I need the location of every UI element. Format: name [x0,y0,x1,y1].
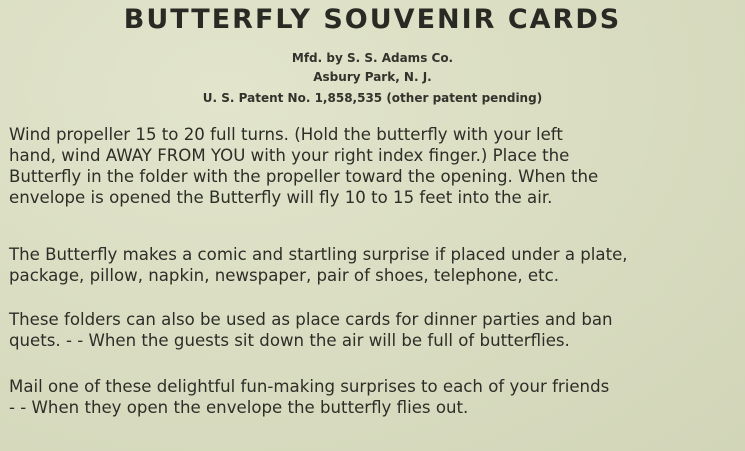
paragraph-surprise [9,244,741,286]
text-line: The Butterfly makes a comic and startling surprise if placed under a plate, [9,245,628,264]
manufacturer-line: Mfd. by S. S. Adams Co. [291,51,454,65]
text-line: - - When they open the envelope the butterfly flies out. [9,398,469,417]
paragraph-instructions [9,124,741,208]
manufacturer-location: Asbury Park, N. J. [313,70,432,84]
card-title: BUTTERFLY SOUVENIR CARDS [123,4,622,35]
text-line: envelope is opened the Butterfly will fly 10 to 15 feet into the air. [9,188,553,207]
text-line: Butterfly in the folder with the propeller toward the opening. When the [9,167,599,186]
paragraph-mail [9,376,741,418]
text-line: package, pillow, napkin, newspaper, pair of shoes, telephone, etc. [9,266,560,285]
text-line: Wind propeller 15 to 20 full turns. (Hold the butterfly with your left [9,125,563,144]
text-line: Mail one of these delightful fun-making surprises to each of your friends [9,377,610,396]
text-line: These folders can also be used as place cards for dinner parties and ban [9,310,613,329]
patent-line: U. S. Patent No. 1,858,535 (other patent pending) [202,91,543,105]
paragraph-place-cards [9,309,741,351]
text-line: quets. - - When the guests sit down the air will be full of butterflies. [9,331,570,350]
text-line: hand, wind AWAY FROM YOU with your right index finger.) Place the [9,146,570,165]
